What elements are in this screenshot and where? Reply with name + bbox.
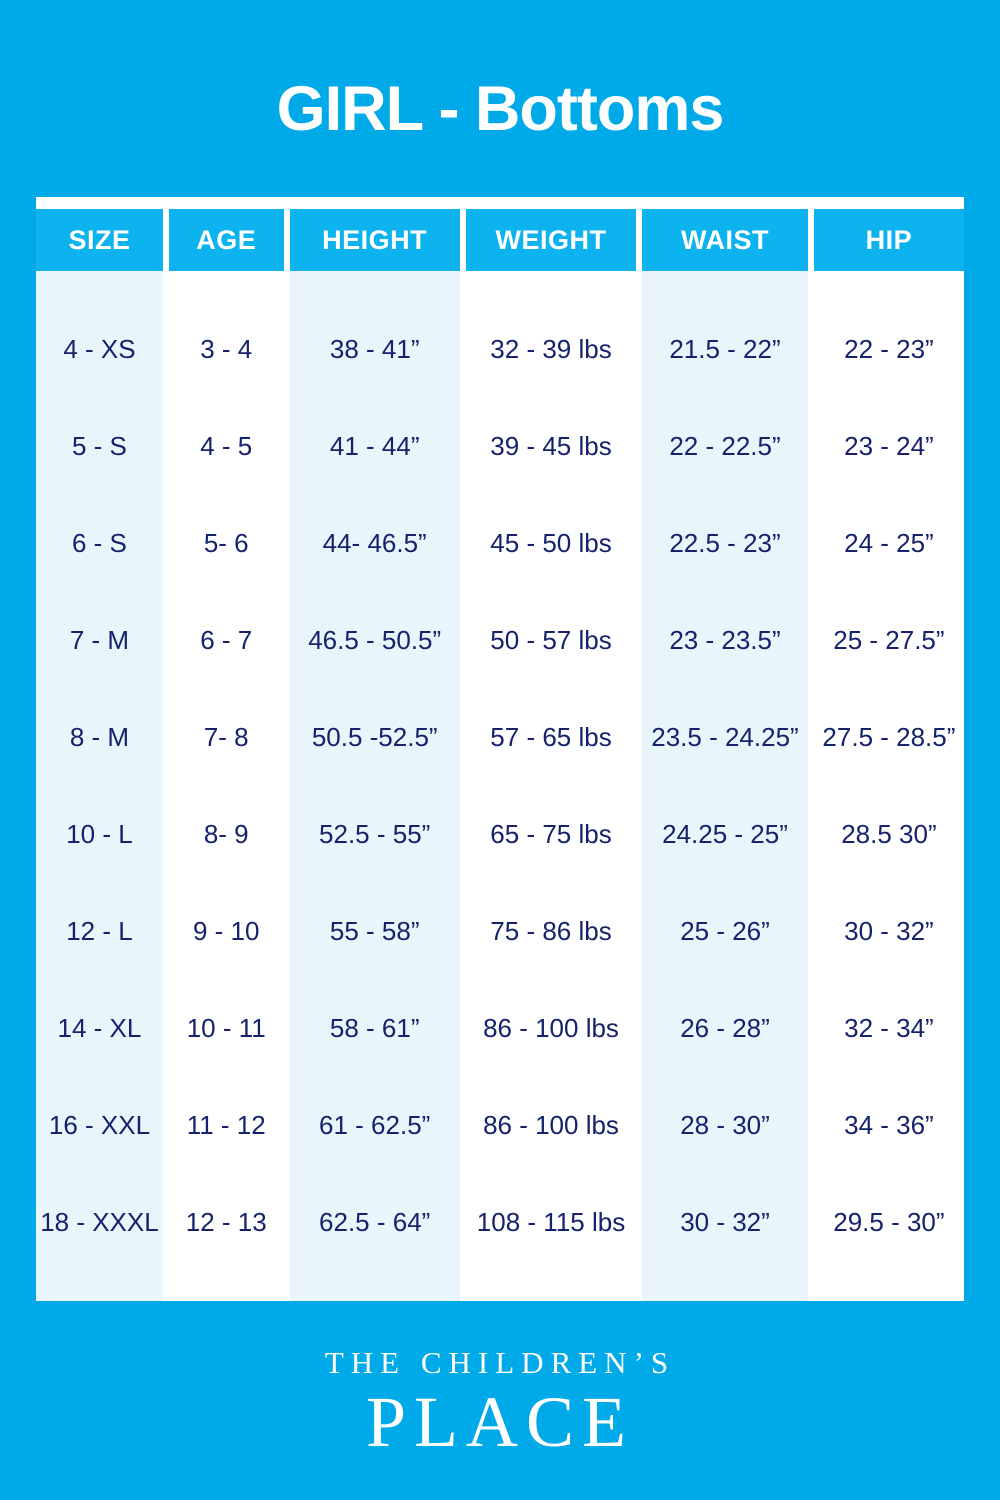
cell-age: 8- 9: [166, 786, 287, 883]
cell-waist: 24.25 - 25”: [639, 786, 811, 883]
table-spacer-row: [36, 271, 964, 301]
table-row: [36, 301, 964, 398]
cell-height: 44- 46.5”: [287, 495, 463, 592]
cell-hip: 34 - 36”: [811, 1077, 964, 1174]
spacer-cell: [36, 1271, 166, 1301]
cell-height: 55 - 58”: [287, 883, 463, 980]
page-title: GIRL - Bottoms: [276, 74, 724, 144]
cell-size: 5 - S: [36, 398, 166, 495]
table-header-row: [36, 209, 964, 271]
cell-age: 4 - 5: [166, 398, 287, 495]
cell-size: 6 - S: [36, 495, 166, 592]
column-header-size: SIZE: [36, 209, 166, 271]
cell-size: 7 - M: [36, 592, 166, 689]
cell-size: 14 - XL: [36, 980, 166, 1077]
cell-weight: 75 - 86 lbs: [463, 883, 639, 980]
column-header-age: AGE: [166, 209, 287, 271]
cell-hip: 24 - 25”: [811, 495, 964, 592]
spacer-cell: [639, 1271, 811, 1301]
cell-height: 38 - 41”: [287, 301, 463, 398]
table-row: [36, 883, 964, 980]
cell-waist: 28 - 30”: [639, 1077, 811, 1174]
cell-height: 58 - 61”: [287, 980, 463, 1077]
cell-waist: 25 - 26”: [639, 883, 811, 980]
table-row: [36, 689, 964, 786]
cell-hip: 25 - 27.5”: [811, 592, 964, 689]
brand-logo-line2: PLACE: [365, 1382, 635, 1462]
cell-height: 61 - 62.5”: [287, 1077, 463, 1174]
cell-height: 62.5 - 64”: [287, 1174, 463, 1271]
cell-weight: 45 - 50 lbs: [463, 495, 639, 592]
cell-hip: 23 - 24”: [811, 398, 964, 495]
cell-age: 9 - 10: [166, 883, 287, 980]
cell-height: 50.5 -52.5”: [287, 689, 463, 786]
cell-age: 10 - 11: [166, 980, 287, 1077]
cell-size: 12 - L: [36, 883, 166, 980]
cell-hip: 28.5 30”: [811, 786, 964, 883]
table-body: [36, 271, 964, 1301]
cell-age: 12 - 13: [166, 1174, 287, 1271]
table-row: [36, 495, 964, 592]
brand-logo-line1: THE CHILDREN’S: [324, 1345, 676, 1380]
cell-age: 11 - 12: [166, 1077, 287, 1174]
spacer-cell: [287, 1271, 463, 1301]
spacer-cell: [811, 271, 964, 301]
table-row: [36, 592, 964, 689]
column-header-waist: WAIST: [639, 209, 811, 271]
cell-weight: 86 - 100 lbs: [463, 1077, 639, 1174]
table-row: [36, 980, 964, 1077]
cell-waist: 30 - 32”: [639, 1174, 811, 1271]
cell-waist: 21.5 - 22”: [639, 301, 811, 398]
spacer-cell: [166, 271, 287, 301]
cell-waist: 26 - 28”: [639, 980, 811, 1077]
cell-waist: 23.5 - 24.25”: [639, 689, 811, 786]
cell-size: 10 - L: [36, 786, 166, 883]
cell-hip: 29.5 - 30”: [811, 1174, 964, 1271]
cell-size: 16 - XXL: [36, 1077, 166, 1174]
size-chart-table: [36, 209, 964, 1301]
spacer-cell: [463, 271, 639, 301]
cell-weight: 50 - 57 lbs: [463, 592, 639, 689]
cell-height: 41 - 44”: [287, 398, 463, 495]
cell-weight: 32 - 39 lbs: [463, 301, 639, 398]
column-header-height: HEIGHT: [287, 209, 463, 271]
brand-logo: [0, 1345, 1000, 1461]
cell-size: 8 - M: [36, 689, 166, 786]
spacer-cell: [36, 271, 166, 301]
cell-weight: 57 - 65 lbs: [463, 689, 639, 786]
column-header-weight: WEIGHT: [463, 209, 639, 271]
table-row: [36, 398, 964, 495]
cell-hip: 22 - 23”: [811, 301, 964, 398]
spacer-cell: [287, 271, 463, 301]
table-row: [36, 1174, 964, 1271]
cell-size: 4 - XS: [36, 301, 166, 398]
table-row: [36, 1077, 964, 1174]
spacer-cell: [166, 1271, 287, 1301]
spacer-cell: [639, 271, 811, 301]
table-header: [36, 209, 964, 271]
cell-height: 52.5 - 55”: [287, 786, 463, 883]
cell-hip: 30 - 32”: [811, 883, 964, 980]
table-spacer-row: [36, 1271, 964, 1301]
cell-weight: 108 - 115 lbs: [463, 1174, 639, 1271]
cell-height: 46.5 - 50.5”: [287, 592, 463, 689]
cell-age: 6 - 7: [166, 592, 287, 689]
cell-weight: 39 - 45 lbs: [463, 398, 639, 495]
spacer-cell: [463, 1271, 639, 1301]
table-row: [36, 786, 964, 883]
cell-waist: 22 - 22.5”: [639, 398, 811, 495]
spacer-cell: [811, 1271, 964, 1301]
cell-age: 5- 6: [166, 495, 287, 592]
cell-hip: 32 - 34”: [811, 980, 964, 1077]
column-header-hip: HIP: [811, 209, 964, 271]
cell-age: 7- 8: [166, 689, 287, 786]
cell-weight: 65 - 75 lbs: [463, 786, 639, 883]
cell-weight: 86 - 100 lbs: [463, 980, 639, 1077]
cell-hip: 27.5 - 28.5”: [811, 689, 964, 786]
cell-waist: 22.5 - 23”: [639, 495, 811, 592]
cell-waist: 23 - 23.5”: [639, 592, 811, 689]
size-chart-table-container: [36, 197, 964, 1301]
cell-size: 18 - XXXL: [36, 1174, 166, 1271]
cell-age: 3 - 4: [166, 301, 287, 398]
